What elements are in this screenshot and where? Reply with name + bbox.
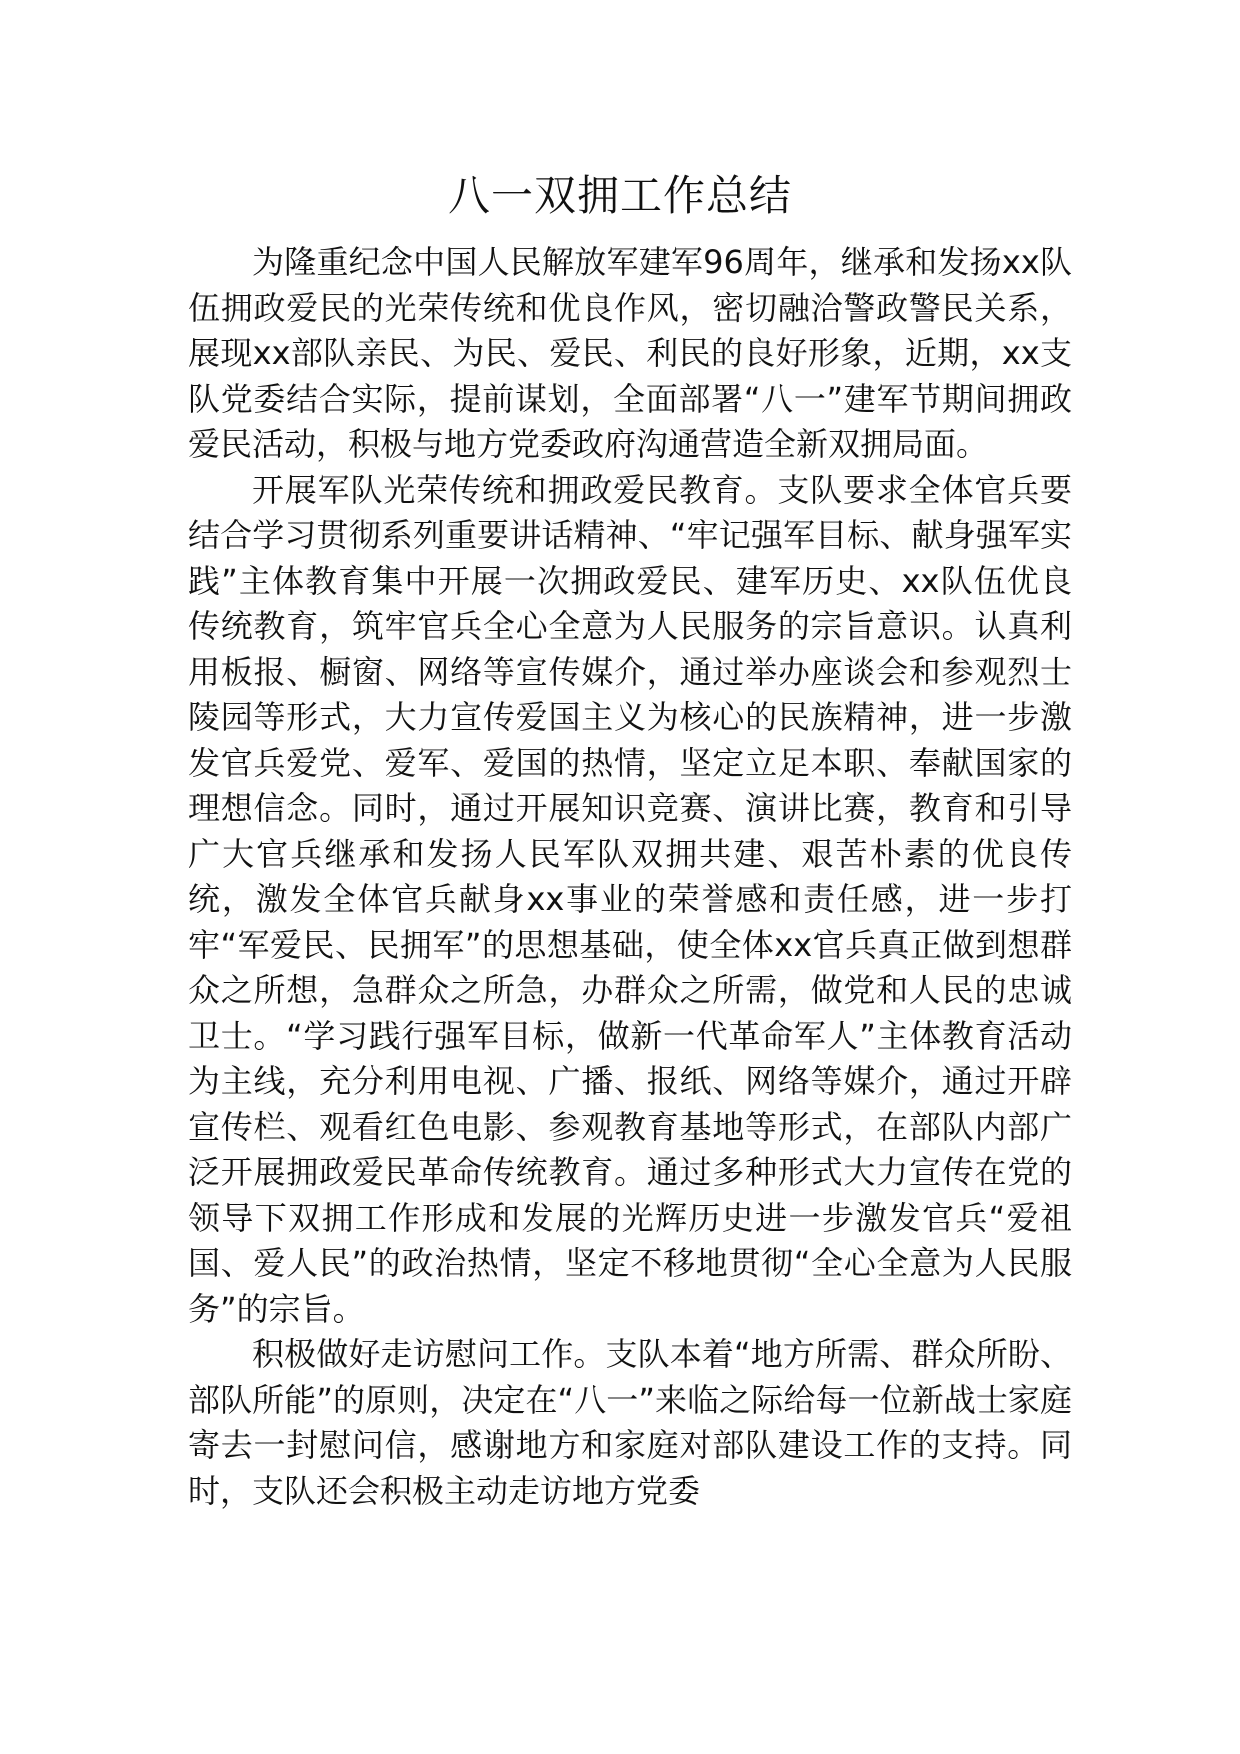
paragraph-visits: 积极做好走访慰问工作。支队本着“地方所需、群众所盼、部队所能”的原则，决定在“八一”来临之际给每一位新战士家庭寄去一封慰问信，感谢地方和家庭对部队建设工作的支持。同时，支队还会积极主动走访地方党委 bbox=[188, 1335, 1072, 1510]
paragraph-intro: 为隆重纪念中国人民解放军建军96周年，继承和发扬xx队伍拥政爱民的光荣传统和优良作风，密切融洽警政警民关系，展现xx部队亲民、为民、爱民、利民的良好形象，近期，xx支队党委结合实际，提前谋划，全面部署“八一”建军节期间拥政爱民活动，积极与地方党委政府沟通营造全新双拥局面。 bbox=[188, 243, 1072, 463]
document-body bbox=[188, 240, 1072, 1514]
paragraph-education: 开展军队光荣传统和拥政爱民教育。支队要求全体官兵要结合学习贯彻系列重要讲话精神、“牢记强军目标、献身强军实践”主体教育集中开展一次拥政爱民、建军历史、xx队伍优良传统教育，筑牢官兵全心全意为人民服务的宗旨意识。认真利用板报、橱窗、网络等宣传媒介，通过举办座谈会和参观烈士陵园等形式，大力宣传爱国主义为核心的民族精神，进一步激发官兵爱党、爱军、爱国的热情，坚定立足本职、奉献国家的理想信念。同时，通过开展知识竞赛、演讲比赛，教育和引导广大官兵继承和发扬人民军队双拥共建、艰苦朴素的优良传统，激发全体官兵献身xx事业的荣誉感和责任感，进一步打牢“军爱民、民拥军”的思想基础，使全体xx官兵真正做到想群众之所想，急群众之所急，办群众之所需，做党和人民的忠诚卫士。“学习践行强军目标，做新一代革命军人”主体教育活动为主线，充分利用电视、广播、报纸、网络等媒介，通过开辟宣传栏、观看红色电影、参观教育基地等形式，在部队内部广泛开展拥政爱民革命传统教育。通过多种形式大力宣传在党的领导下双拥工作形成和发展的光辉历史进一步激发官兵“爱祖国、爱人民”的政治热情，坚定不移地贯彻“全心全意为人民服务”的宗旨。 bbox=[188, 470, 1072, 1328]
document-title: 八一双拥工作总结 bbox=[447, 171, 792, 220]
